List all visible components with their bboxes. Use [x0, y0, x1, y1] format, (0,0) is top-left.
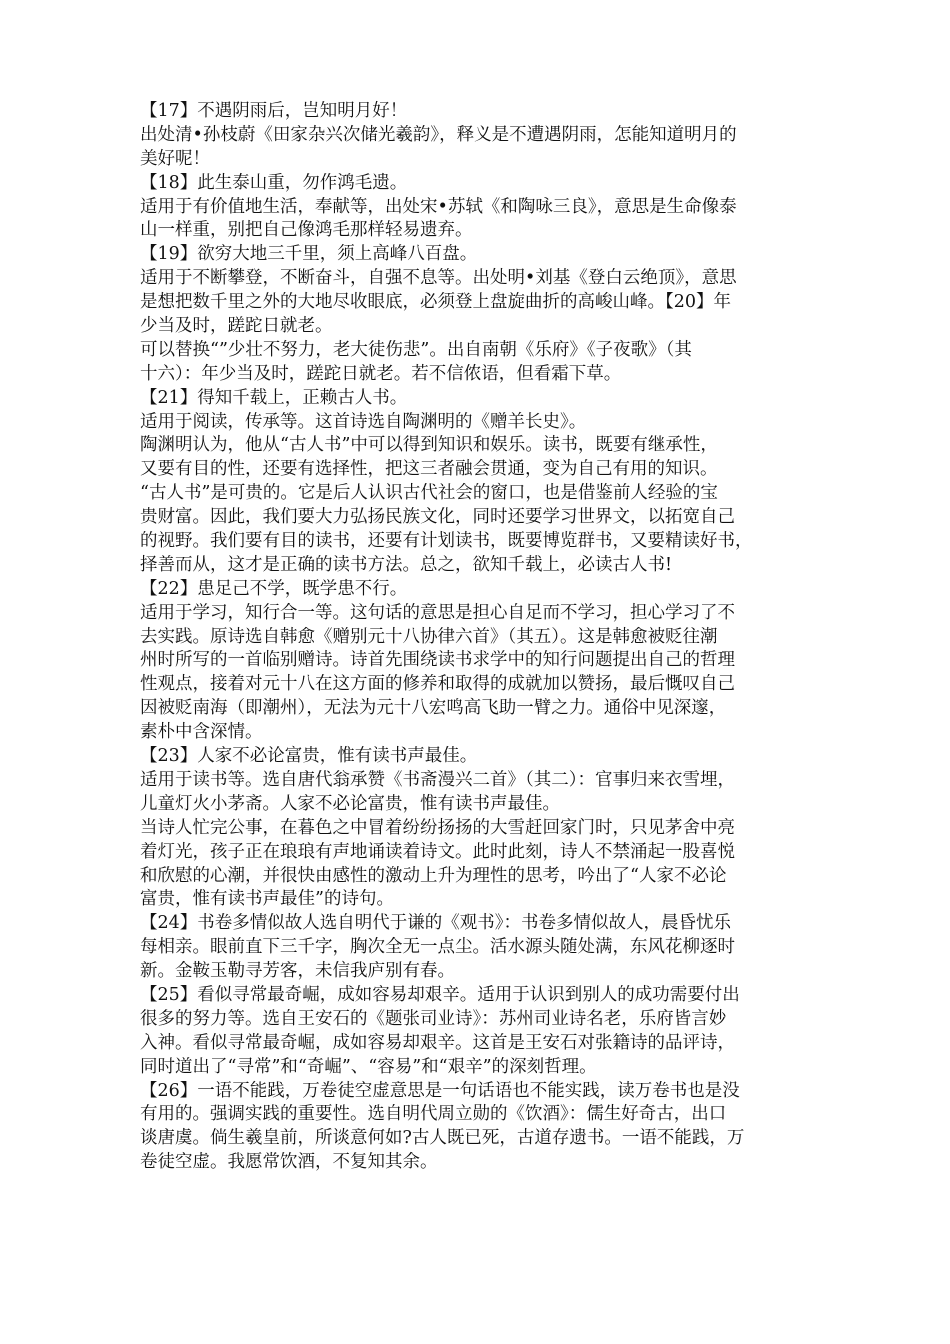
text-line: 可以替换“”少壮不努力，老大徒伤悲”。出自南朝《乐府》《子夜歌》（其	[140, 339, 692, 360]
text-line: 适用于有价值地生活，奉献等，出处宋•苏轼《和陶咏三良》，意思是生命像泰	[140, 196, 737, 217]
text-line: 少当及时，蹉跎日就老。	[140, 316, 333, 337]
text-line: 性观点，接着对元十八在这方面的修养和取得的成就加以赞扬，最后慨叹自己	[140, 674, 735, 695]
text-line: 当诗人忙完公事，在暮色之中冒着纷纷扬扬的大雪赶回家门时，只见茅舍中亮	[140, 817, 735, 838]
text-line: 【21】得知千载上，正赖古人书。	[140, 387, 408, 408]
text-line: 适用于读书等。选自唐代翁承赞《书斋漫兴二首》（其二）：官事归来衣雪埋，	[140, 769, 735, 790]
text-line: 的视野。我们要有目的读书，还要有计划读书，既要博览群书，又要精读好书，	[140, 531, 753, 552]
text-line: 是想把数千里之外的大地尽收眼底，必须登上盘旋曲折的高峻山峰。【20】年	[140, 292, 732, 313]
text-line: 着灯光，孩子正在琅琅有声地诵读着诗文。此时此刻，诗人不禁涌起一股喜悦	[140, 841, 735, 862]
text-line: 陶渊明认为，他从“古人书”中可以得到知识和娱乐。读书，既要有继承性，	[140, 435, 718, 456]
text-line: 州时所写的一首临别赠诗。诗首先围绕读书求学中的知行问题提出自己的哲理	[140, 650, 735, 671]
text-line: 【24】书卷多情似故人选自明代于谦的《观书》：书卷多情似故人，晨昏忧乐	[140, 913, 732, 934]
text-line: 【26】一语不能践，万卷徒空虚意思是一句话语也不能实践，读万卷书也是没	[140, 1080, 740, 1101]
text-line: 出处清•孙枝蔚《田家杂兴次储光羲韵》，释义是不遭遇阴雨，怎能知道明月的	[140, 124, 737, 145]
text-line: 十六）：年少当及时，蹉跎日就老。若不信侬语，但看霜下草。	[140, 363, 622, 384]
text-line: 美好呢！	[140, 148, 210, 169]
text-line: 很多的努力等。选自王安石的《题张司业诗》：苏州司业诗名老，乐府皆言妙	[140, 1008, 727, 1029]
text-line: 【25】看似寻常最奇崛，成如容易却艰辛。适用于认识到别人的成功需要付出	[140, 984, 740, 1005]
text-line: 儿童灯火小茅斋。人家不必论富贵，惟有读书声最佳。	[140, 793, 560, 814]
text-line: 去实践。原诗选自韩愈《赠别元十八协律六首》（其五）。这是韩愈被贬往潮	[140, 626, 718, 647]
text-line: 卷徒空虚。我愿常饮酒，不复知其余。	[140, 1152, 438, 1173]
text-line: 素朴中含深情。	[140, 722, 263, 743]
text-line: 【23】人家不必论富贵，惟有读书声最佳。	[140, 746, 478, 767]
text-line: 和欣慰的心潮，并很快由感性的激动上升为理性的思考，吟出了“人家不必论	[140, 865, 727, 886]
text-line: 入神。看似寻常最奇崛，成如容易却艰辛。这首是王安石对张籍诗的品评诗，	[140, 1032, 735, 1053]
text-line: 【19】欲穷大地三千里，须上高峰八百盘。	[140, 244, 478, 265]
text-line: 山一样重，别把自己像鸿毛那样轻易遗弃。	[140, 220, 473, 241]
text-line: 富贵，惟有读书声最佳”的诗句。	[140, 889, 394, 910]
text-line: 适用于不断攀登，不断奋斗，自强不息等。出处明•刘基《登白云绝顶》，意思	[140, 268, 737, 289]
text-line: 新。金鞍玉勒寻芳客，未信我庐别有春。	[140, 961, 455, 982]
text-line: 【22】患足己不学，既学患不行。	[140, 578, 408, 599]
text-line: 适用于学习，知行合一等。这句话的意思是担心自足而不学习，担心学习了不	[140, 602, 735, 623]
text-line: 同时道出了“寻常”和“奇崛”、“容易”和“艰辛”的深刻哲理。	[140, 1056, 597, 1077]
text-line: 每相亲。眼前直下三千字，胸次全无一点尘。活水源头随处满，东风花柳逐时	[140, 937, 735, 958]
document-body	[140, 100, 830, 1175]
text-line: 择善而从，这才是正确的读书方法。总之，欲知千载上，必读古人书!	[140, 554, 673, 575]
text-line: 有用的。强调实践的重要性。选自明代周立勋的《饮酒》：儒生好奇古，出口	[140, 1104, 727, 1125]
text-line: 【18】此生泰山重，勿作鸿毛遗。	[140, 172, 408, 193]
text-line: 贵财富。因此，我们要大力弘扬民族文化，同时还要学习世界文，以拓宽自己	[140, 507, 735, 528]
text-line: 谈唐虞。倘生羲皇前，所谈意何如?古人既已死，古道存遗书。一语不能践，万	[140, 1128, 745, 1149]
text-line: 适用于阅读，传承等。这首诗选自陶渊明的《赠羊长史》。	[140, 411, 587, 432]
text-line: 因被贬南海（即潮州），无法为元十八宏鸣高飞助一臂之力。通俗中见深邃，	[140, 698, 727, 719]
text-line: 【17】不遇阴雨后，岂知明月好！	[140, 101, 408, 121]
text-line: 又要有目的性，还要有选择性，把这三者融会贯通，变为自己有用的知识。	[140, 459, 718, 480]
text-line: “古人书”是可贵的。它是后人认识古代社会的窗口，也是借鉴前人经验的宝	[140, 483, 718, 504]
